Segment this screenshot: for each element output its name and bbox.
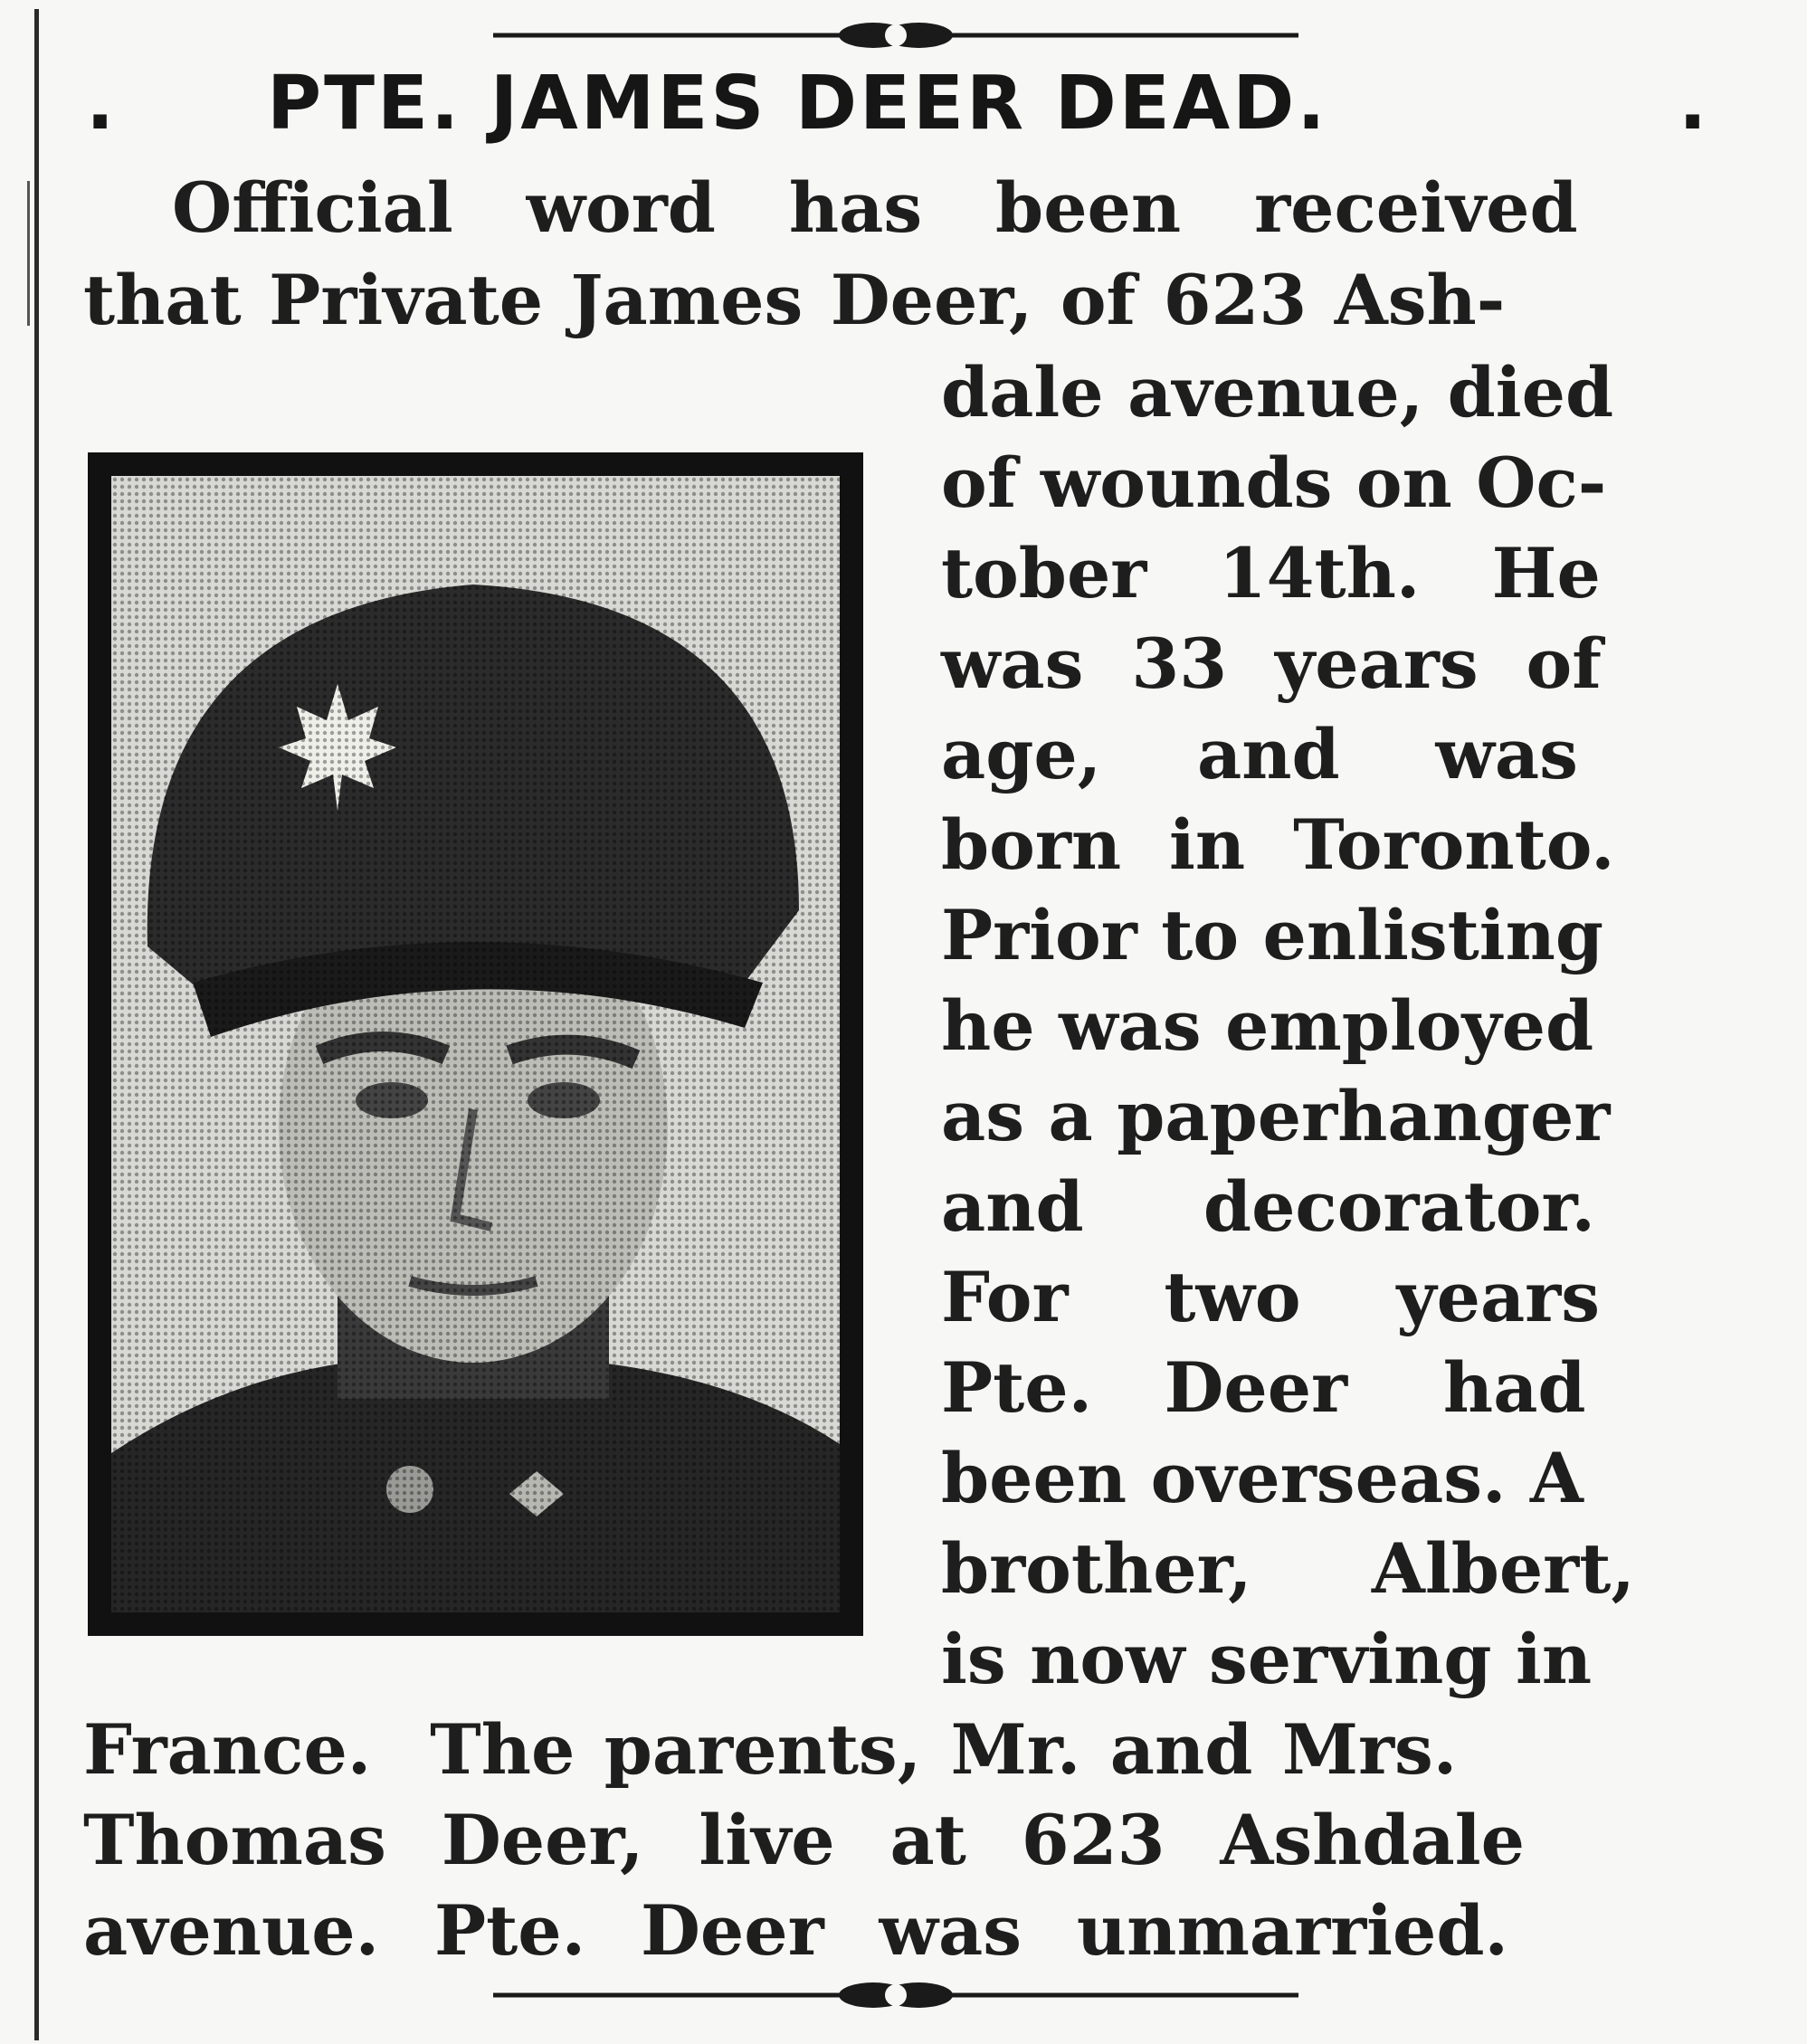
column-rule-fragment [27,181,30,326]
column-rule [34,9,39,2040]
body-line-4: of wounds on Oc- [941,442,1607,523]
portrait-photo-frame [88,452,863,1636]
body-line-18: France. The parents, Mr. and Mrs. [83,1709,1458,1790]
body-line-6: was 33 years of [941,623,1602,704]
soldier-portrait-illustration [111,476,840,1612]
body-line-14: Pte. Deer had [941,1347,1586,1428]
body-line-9: Prior to enlisting [941,895,1604,975]
body-line-15: been overseas. A [941,1438,1584,1518]
headline-title: PTE. JAMES DEER DEAD. [267,61,1328,147]
body-line-16: brother, Albert, [941,1528,1635,1609]
body-line-5: tober 14th. He [941,533,1601,613]
body-line-20: avenue. Pte. Deer was unmarried. [83,1890,1509,1971]
body-line-7: age, and was [941,714,1578,794]
top-ornament-rule [493,13,1298,58]
body-line-12: and decorator. [941,1166,1596,1247]
body-line-19: Thomas Deer, live at 623 Ashdale [83,1800,1525,1880]
body-line-10: he was employed [941,985,1594,1066]
headline [86,54,1715,154]
portrait-photo [111,476,840,1612]
body-line-2: that Private James Deer, of 623 Ash- [83,260,1506,340]
body-line-13: For two years [941,1257,1601,1337]
body-line-8: born in Toronto. [941,804,1615,885]
body-line-11: as a paperhanger [941,1076,1611,1156]
body-line-3: dale avenue, died [941,352,1614,433]
headline-dot-left: . [86,61,118,147]
bottom-ornament-rule [493,1973,1298,2018]
body-line-17: is now serving in [941,1619,1593,1699]
body-line-1: Official word has been received [172,167,1578,248]
headline-dot-right: . [1679,61,1710,147]
